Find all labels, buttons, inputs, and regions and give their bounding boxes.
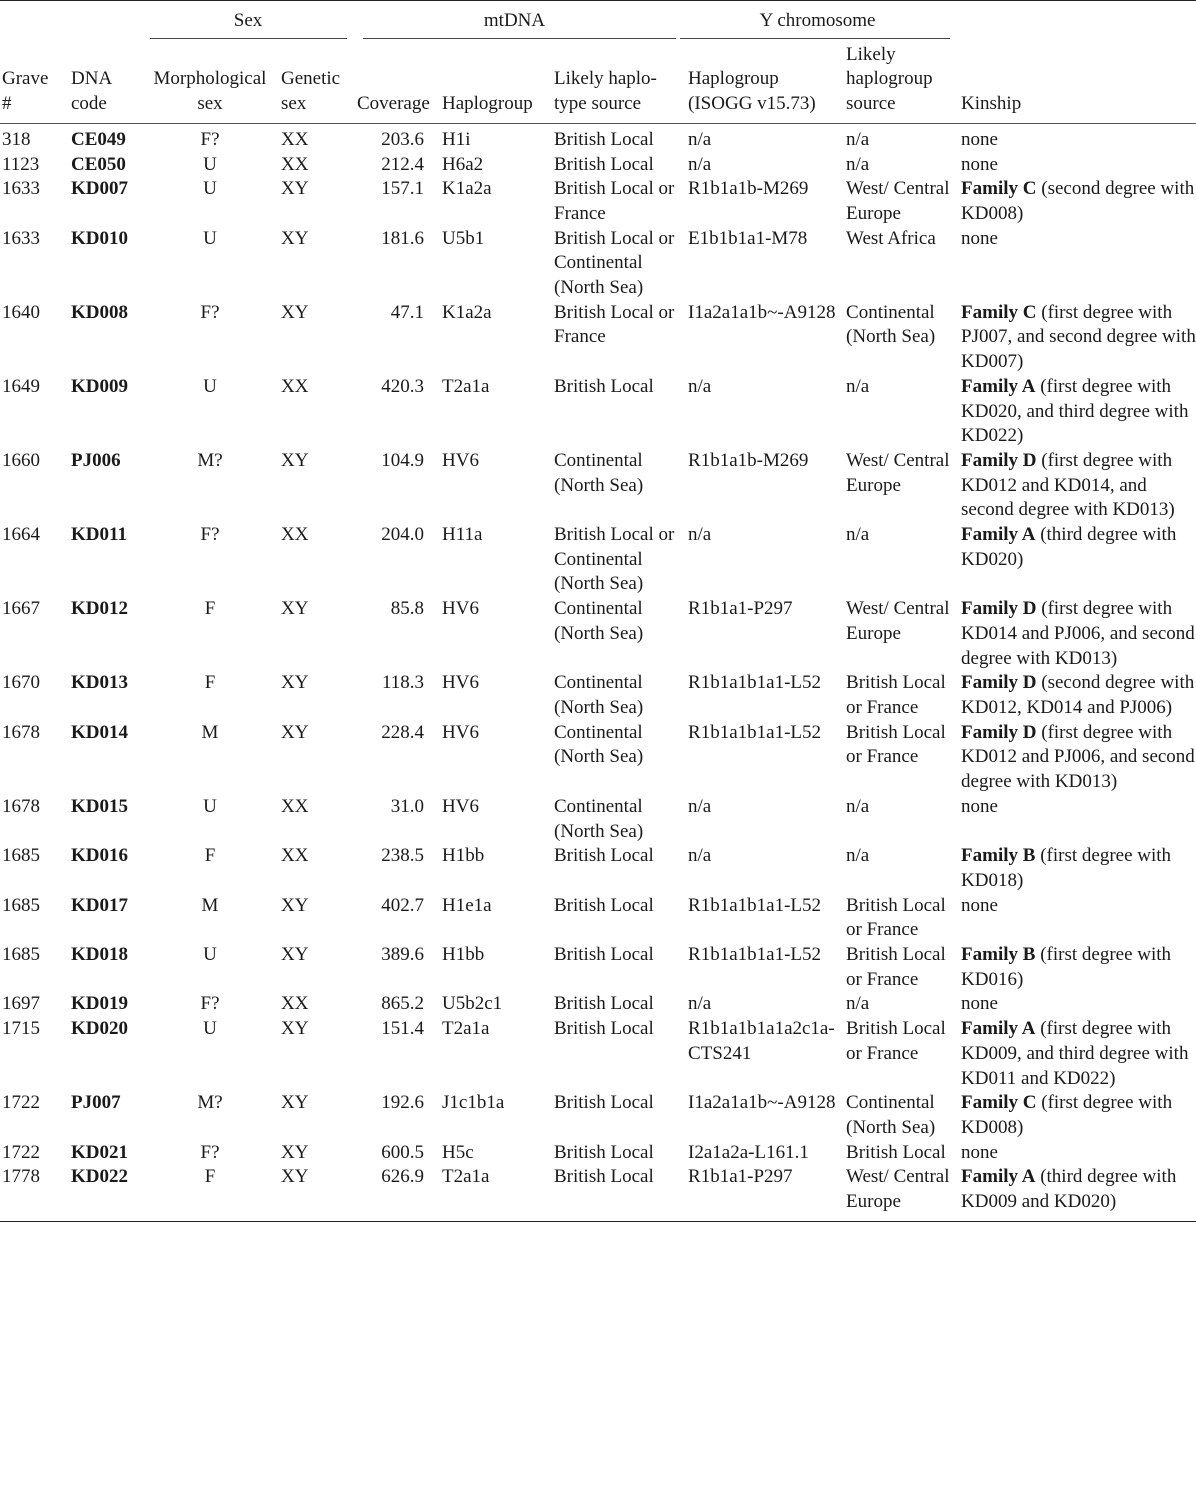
cell-genetic-sex: XX	[281, 795, 309, 817]
cell-genetic-sex: XY	[281, 301, 309, 323]
cell-morph-sex: U	[203, 178, 217, 200]
kinship-text: none	[961, 1141, 998, 1163]
cell-genetic-sex: XX	[281, 524, 309, 546]
cell-morph-sex: U	[203, 944, 217, 966]
cell-grave: 1715	[2, 1018, 40, 1040]
cell-mt-haplogroup: T2a1a	[442, 1018, 490, 1040]
kinship-text: none	[961, 227, 998, 249]
cell-coverage: 389.6	[381, 944, 424, 966]
cell-kinship	[959, 523, 1196, 597]
cell-dna-code: KD018	[71, 944, 128, 966]
cell-grave: 1664	[2, 524, 40, 546]
cell-grave: 1633	[2, 178, 40, 200]
cell-genetic-sex: XX	[281, 128, 309, 150]
cell-morph-sex: F	[204, 672, 216, 694]
cell-kinship	[959, 943, 1196, 992]
cell-mt-source: British Local	[554, 1166, 654, 1188]
cell-coverage: 31.0	[390, 795, 424, 817]
cell-genetic-sex: XX	[281, 153, 309, 175]
cell-coverage: 104.9	[381, 449, 424, 471]
cell-grave: 1640	[2, 301, 40, 323]
cell-grave: 1678	[2, 795, 40, 817]
cell-mt-source: British Local	[554, 375, 654, 397]
group-header-mtdna	[353, 1, 676, 43]
cell-dna-code: KD011	[71, 524, 127, 546]
cell-genetic-sex: XY	[281, 178, 309, 200]
cell-dna-code: CE050	[71, 153, 126, 175]
table-row	[0, 153, 1196, 178]
cell-mt-source: British Local	[554, 845, 654, 867]
cell-y-haplogroup: R1b1a1b1a1a2c1a-CTS241	[688, 1018, 835, 1064]
cell-genetic-sex: XX	[281, 375, 309, 397]
cell-morph-sex: F?	[200, 1141, 220, 1163]
cell-mt-source: British Local or France	[554, 301, 675, 348]
cell-y-source: Continental (North Sea)	[846, 1092, 936, 1138]
cell-grave: 1667	[2, 598, 40, 620]
cell-genetic-sex: XY	[281, 227, 309, 249]
cell-dna-code: KD008	[71, 301, 128, 323]
cell-coverage: 151.4	[381, 1018, 424, 1040]
cell-dna-code: KD013	[71, 672, 128, 694]
kinship-text: (first degree with KD012 and PJ006, and second degree with KD013)	[961, 721, 1195, 793]
cell-grave: 1660	[2, 449, 40, 471]
cell-mt-source: British Local or Continental (North Sea)	[554, 524, 675, 595]
cell-kinship	[959, 375, 1196, 449]
cell-y-source: British Local or France	[846, 721, 946, 768]
cell-mt-source: Continental (North Sea)	[554, 672, 644, 718]
cell-y-haplogroup: R1b1a1b1a1-L52	[688, 894, 822, 916]
cell-y-source: West/ Central Europe	[846, 178, 950, 224]
kinship-family: Family C	[961, 178, 1037, 200]
cell-grave: 1123	[2, 153, 40, 175]
cell-kinship	[959, 123, 1196, 152]
cell-coverage: 865.2	[381, 993, 424, 1015]
cell-dna-code: KD007	[71, 178, 128, 200]
cell-mt-source: Continental (North Sea)	[554, 721, 644, 768]
col-header-dna-code: DNA code	[71, 68, 113, 115]
cell-mt-source: Continental (North Sea)	[554, 598, 644, 644]
cell-kinship	[959, 1017, 1196, 1091]
cell-grave: 318	[2, 128, 31, 150]
col-header-grave: Grave #	[2, 68, 49, 115]
cell-grave: 1685	[2, 845, 40, 867]
cell-mt-source: British Local	[554, 944, 654, 966]
kinship-family: Family A	[961, 1166, 1036, 1188]
cell-morph-sex: F?	[200, 301, 220, 323]
cell-y-source: n/a	[846, 993, 870, 1015]
cell-genetic-sex: XY	[281, 1092, 309, 1114]
cell-mt-haplogroup: HV6	[442, 598, 479, 620]
cell-y-source: n/a	[846, 375, 870, 397]
group-header-mtdna-label: mtDNA	[483, 10, 546, 31]
cell-morph-sex: M	[201, 894, 219, 916]
cell-y-haplogroup: n/a	[688, 375, 712, 397]
cell-coverage: 626.9	[381, 1166, 424, 1188]
cell-dna-code: KD016	[71, 845, 128, 867]
cell-mt-haplogroup: H1i	[442, 128, 471, 150]
cell-y-source: British Local or France	[846, 894, 946, 941]
cell-coverage: 212.4	[381, 153, 424, 175]
cell-dna-code: KD009	[71, 375, 128, 397]
table-row	[0, 721, 1196, 795]
kinship-text: (second degree with KD012, KD014 and PJ006)	[961, 672, 1195, 718]
cell-kinship	[959, 1091, 1196, 1140]
cell-morph-sex: F	[204, 845, 216, 867]
cell-grave: 1697	[2, 993, 40, 1015]
table-row	[0, 177, 1196, 226]
cell-morph-sex: U	[203, 227, 217, 249]
kinship-text: (third degree with KD020)	[961, 524, 1177, 570]
kinship-family: Family B	[961, 944, 1036, 966]
cell-y-source: West/ Central Europe	[846, 598, 950, 644]
cell-y-haplogroup: I1a2a1a1b~-A9128	[688, 1092, 836, 1114]
cell-coverage: 118.3	[381, 672, 424, 694]
cell-genetic-sex: XY	[281, 672, 309, 694]
cell-kinship	[959, 1165, 1196, 1221]
cell-genetic-sex: XY	[281, 598, 309, 620]
kinship-text: (first degree with KD014 and PJ006, and second degree with KD013)	[961, 598, 1195, 669]
cell-kinship	[959, 597, 1196, 671]
kinship-text: (first degree with KD012 and KD014, and second degree with KD013)	[961, 449, 1175, 521]
cell-morph-sex: F?	[200, 128, 220, 150]
cell-coverage: 203.6	[381, 128, 424, 150]
cell-mt-source: British Local	[554, 128, 654, 150]
cell-y-source: n/a	[846, 795, 870, 817]
cell-mt-haplogroup: U5b2c1	[442, 993, 503, 1015]
cell-mt-haplogroup: H1e1a	[442, 894, 492, 916]
cell-y-source: n/a	[846, 845, 870, 867]
cell-mt-haplogroup: T2a1a	[442, 1166, 490, 1188]
kinship-text: none	[961, 993, 998, 1015]
cell-kinship	[959, 227, 1196, 301]
table-row	[0, 227, 1196, 301]
cell-mt-haplogroup: H1bb	[442, 845, 485, 867]
cell-genetic-sex: XX	[281, 993, 309, 1015]
cell-coverage: 192.6	[381, 1092, 424, 1114]
cell-y-source: British Local or France	[846, 1018, 946, 1064]
cell-mt-source: British Local	[554, 1092, 654, 1114]
cell-y-haplogroup: n/a	[688, 795, 712, 817]
cell-coverage: 85.8	[390, 598, 424, 620]
group-header-row	[0, 1, 1196, 43]
cell-mt-source: British Local	[554, 894, 654, 916]
group-header-ychrom-label: Y chromosome	[759, 10, 876, 31]
cell-y-haplogroup: R1b1a1b1a1-L52	[688, 672, 822, 694]
cell-kinship	[959, 795, 1196, 844]
table-row	[0, 943, 1196, 992]
cell-dna-code: KD021	[71, 1141, 128, 1163]
cell-coverage: 402.7	[381, 894, 424, 916]
cell-coverage: 420.3	[381, 375, 424, 397]
cell-grave: 1685	[2, 894, 40, 916]
table-row	[0, 1091, 1196, 1140]
cell-dna-code: KD014	[71, 721, 128, 743]
cell-y-haplogroup: n/a	[688, 845, 712, 867]
col-header-morph-sex: Morphological sex	[153, 68, 267, 115]
cell-kinship	[959, 449, 1196, 523]
cell-y-haplogroup: n/a	[688, 128, 712, 150]
cell-dna-code: KD022	[71, 1166, 128, 1188]
cell-dna-code: KD015	[71, 795, 128, 817]
cell-morph-sex: F?	[200, 524, 220, 546]
kinship-text: (first degree with KD020, and third degree with KD022)	[961, 375, 1189, 447]
cell-morph-sex: M?	[197, 449, 223, 471]
column-header-row	[0, 43, 1196, 124]
table-row	[0, 671, 1196, 720]
cell-kinship	[959, 721, 1196, 795]
cell-coverage: 600.5	[381, 1141, 424, 1163]
cell-mt-haplogroup: U5b1	[442, 227, 485, 249]
cell-morph-sex: F	[204, 598, 216, 620]
cell-y-source: British Local	[846, 1141, 946, 1163]
cell-dna-code: KD017	[71, 894, 128, 916]
kinship-text: (first degree with KD009, and third degree with KD011 and KD022)	[961, 1018, 1189, 1089]
cell-kinship	[959, 844, 1196, 893]
table-row	[0, 894, 1196, 943]
table-row	[0, 844, 1196, 893]
kinship-family: Family B	[961, 845, 1036, 867]
kinship-text: (second degree with KD008)	[961, 178, 1195, 224]
cell-genetic-sex: XY	[281, 449, 309, 471]
cell-mt-haplogroup: H11a	[442, 524, 483, 546]
cell-genetic-sex: XY	[281, 1018, 309, 1040]
col-header-mt-haplogroup: Haplogroup	[442, 93, 533, 115]
col-header-y-haplogroup: Haplogroup (ISOGG v15.73)	[688, 68, 816, 115]
col-header-coverage: Coverage	[357, 93, 430, 115]
cell-genetic-sex: XY	[281, 944, 309, 966]
cell-dna-code: PJ007	[71, 1092, 121, 1114]
cell-mt-haplogroup: K1a2a	[442, 301, 492, 323]
col-header-y-source: Likely haplogroup source	[846, 43, 933, 115]
kinship-family: Family D	[961, 598, 1037, 620]
table-row	[0, 795, 1196, 844]
kinship-family: Family D	[961, 449, 1037, 471]
cell-mt-source: British Local	[554, 993, 654, 1015]
cell-grave: 1778	[2, 1166, 40, 1188]
table-row	[0, 992, 1196, 1017]
cell-morph-sex: M?	[197, 1092, 223, 1114]
kinship-text: (first degree with PJ007, and second degree with KD007)	[961, 301, 1196, 373]
cell-y-source: n/a	[846, 153, 870, 175]
cell-grave: 1649	[2, 375, 40, 397]
cell-mt-haplogroup: HV6	[442, 449, 479, 471]
table-body	[0, 123, 1196, 1221]
cell-y-source: Continental (North Sea)	[846, 301, 936, 348]
cell-kinship	[959, 894, 1196, 943]
cell-y-haplogroup: R1b1a1b1a1-L52	[688, 721, 822, 743]
cell-kinship	[959, 1141, 1196, 1166]
cell-y-haplogroup: n/a	[688, 524, 712, 546]
table-row	[0, 301, 1196, 375]
col-header-kinship: Kinship	[961, 93, 1022, 115]
cell-mt-haplogroup: T2a1a	[442, 375, 490, 397]
kinship-text: none	[961, 153, 998, 175]
table-row	[0, 1165, 1196, 1221]
cell-mt-source: British Local	[554, 1141, 654, 1163]
cell-y-haplogroup: E1b1b1a1-M78	[688, 227, 808, 249]
col-header-mt-source: Likely haplo- type source	[554, 68, 657, 115]
cell-coverage: 157.1	[381, 178, 424, 200]
cell-dna-code: KD020	[71, 1018, 128, 1040]
cell-y-haplogroup: R1b1a1-P297	[688, 598, 793, 620]
cell-dna-code: KD010	[71, 227, 128, 249]
cell-y-haplogroup: n/a	[688, 153, 712, 175]
cell-grave: 1633	[2, 227, 40, 249]
cell-y-source: West/ Central Europe	[846, 449, 950, 496]
kinship-family: Family C	[961, 1092, 1037, 1114]
table-row	[0, 1017, 1196, 1091]
cell-y-haplogroup: n/a	[688, 993, 712, 1015]
kinship-text: (first degree with KD018)	[961, 845, 1172, 891]
cell-grave: 1722	[2, 1141, 40, 1163]
cell-mt-haplogroup: H5c	[442, 1141, 474, 1163]
cell-morph-sex: M	[201, 721, 219, 743]
cell-coverage: 228.4	[381, 721, 424, 743]
cell-grave: 1722	[2, 1092, 40, 1114]
table-row	[0, 375, 1196, 449]
cell-kinship	[959, 671, 1196, 720]
cell-coverage: 204.0	[381, 524, 424, 546]
table-row	[0, 123, 1196, 152]
cell-y-source: West/ Central Europe	[846, 1166, 950, 1213]
cell-dna-code: KD012	[71, 598, 128, 620]
kinship-text: none	[961, 128, 998, 150]
kinship-family: Family A	[961, 1018, 1036, 1040]
cell-morph-sex: U	[203, 153, 217, 175]
group-header-ychrom	[676, 1, 959, 43]
kinship-text: (first degree with KD016)	[961, 944, 1172, 990]
group-header-sex	[143, 1, 353, 43]
cell-y-source: British Local or France	[846, 944, 946, 990]
cell-genetic-sex: XY	[281, 1141, 309, 1163]
cell-genetic-sex: XX	[281, 845, 309, 867]
cell-grave: 1670	[2, 672, 40, 694]
kinship-text: none	[961, 795, 998, 817]
cell-dna-code: KD019	[71, 993, 128, 1015]
cell-y-source: West Africa	[846, 227, 936, 249]
cell-mt-source: Continental (North Sea)	[554, 795, 644, 842]
kinship-family: Family A	[961, 375, 1036, 397]
table-row	[0, 597, 1196, 671]
cell-mt-source: Continental (North Sea)	[554, 449, 644, 496]
cell-mt-haplogroup: K1a2a	[442, 178, 492, 200]
cell-mt-haplogroup: J1c1b1a	[442, 1092, 505, 1114]
cell-mt-haplogroup: H6a2	[442, 153, 484, 175]
cell-y-haplogroup: R1b1a1b-M269	[688, 178, 809, 200]
kinship-text: (third degree with KD009 and KD020)	[961, 1166, 1177, 1213]
cell-genetic-sex: XY	[281, 1166, 309, 1188]
cell-mt-haplogroup: HV6	[442, 672, 479, 694]
cell-y-source: n/a	[846, 128, 870, 150]
kinship-family: Family C	[961, 301, 1037, 323]
cell-y-haplogroup: I1a2a1a1b~-A9128	[688, 301, 836, 323]
cell-genetic-sex: XY	[281, 894, 309, 916]
cell-mt-source: British Local	[554, 1018, 654, 1040]
cell-coverage: 47.1	[390, 301, 424, 323]
kinship-family: Family A	[961, 524, 1036, 546]
group-header-sex-label: Sex	[233, 10, 263, 31]
cell-dna-code: CE049	[71, 128, 126, 150]
col-header-genetic-sex: Genetic sex	[281, 68, 341, 115]
cell-y-source: n/a	[846, 524, 870, 546]
cell-kinship	[959, 301, 1196, 375]
cell-morph-sex: F	[204, 1166, 216, 1188]
cell-y-haplogroup: I2a1a2a-L161.1	[688, 1141, 809, 1163]
table-row	[0, 1141, 1196, 1166]
cell-coverage: 181.6	[381, 227, 424, 249]
cell-y-haplogroup: R1b1a1-P297	[688, 1166, 793, 1188]
cell-kinship	[959, 177, 1196, 226]
table-row	[0, 449, 1196, 523]
kinship-text: (first degree with KD008)	[961, 1092, 1173, 1138]
cell-mt-haplogroup: H1bb	[442, 944, 485, 966]
cell-morph-sex: F?	[200, 993, 220, 1015]
cell-dna-code: PJ006	[71, 449, 121, 471]
table-row	[0, 523, 1196, 597]
kinship-family: Family D	[961, 721, 1037, 743]
cell-morph-sex: U	[203, 375, 217, 397]
cell-grave: 1678	[2, 721, 40, 743]
cell-y-haplogroup: R1b1a1b-M269	[688, 449, 809, 471]
kinship-family: Family D	[961, 672, 1037, 694]
cell-y-haplogroup: R1b1a1b1a1-L52	[688, 944, 822, 966]
cell-genetic-sex: XY	[281, 721, 309, 743]
cell-mt-source: British Local or France	[554, 178, 675, 224]
cell-kinship	[959, 992, 1196, 1017]
kinship-text: none	[961, 894, 998, 916]
cell-morph-sex: U	[203, 1018, 217, 1040]
cell-mt-source: British Local or Continental (North Sea)	[554, 227, 675, 299]
cell-mt-source: British Local	[554, 153, 654, 175]
cell-mt-haplogroup: HV6	[442, 721, 479, 743]
cell-mt-haplogroup: HV6	[442, 795, 479, 817]
cell-y-source: British Local or France	[846, 672, 946, 718]
cell-morph-sex: U	[203, 795, 217, 817]
cell-coverage: 238.5	[381, 845, 424, 867]
cell-kinship	[959, 153, 1196, 178]
cell-grave: 1685	[2, 944, 40, 966]
